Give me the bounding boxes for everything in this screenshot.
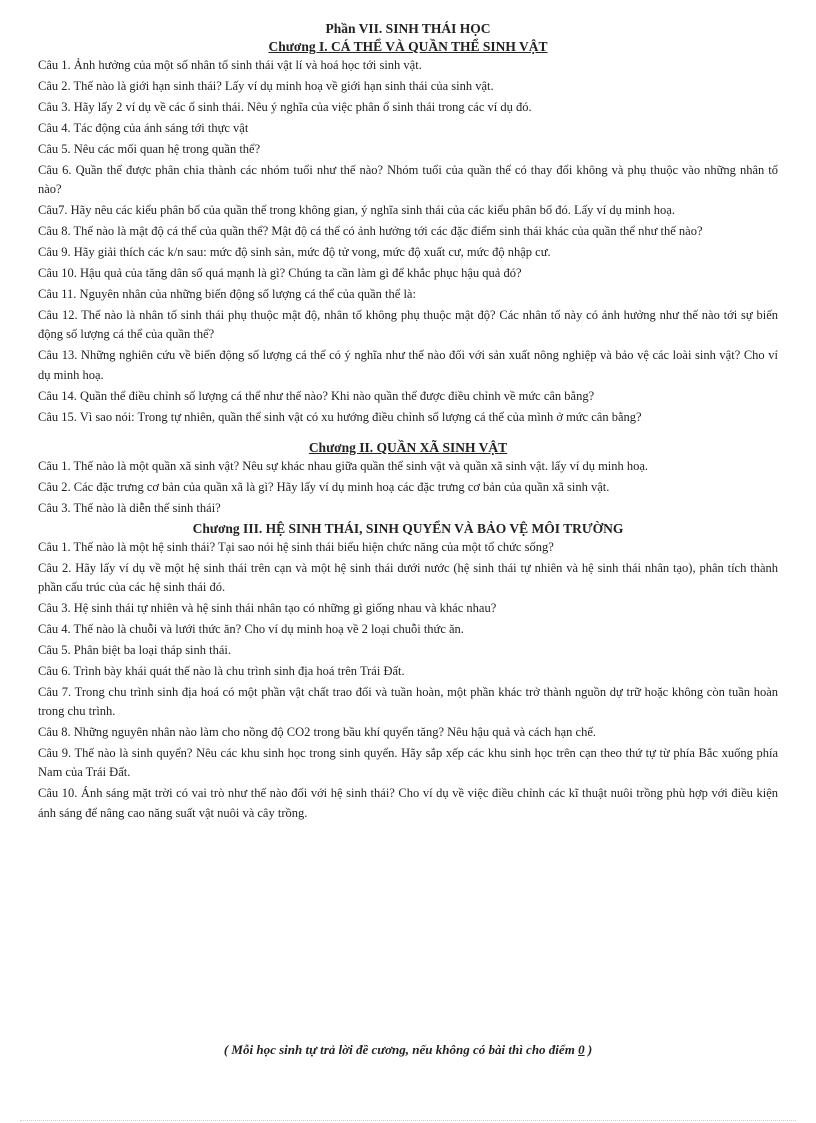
grading-note-text: ( Mỗi học sinh tự trả lời đề cương, nếu không có bài thì cho điểm: [223, 1042, 579, 1057]
ch1-question-3: Câu 3. Hãy lấy 2 ví dụ về các ổ sinh thái. Nêu ý nghĩa của việc phân ổ sinh thái trong các ví dụ đó.: [38, 100, 532, 114]
ch1-question-10: Câu 10. Hậu quả của tăng dân số quá mạnh là gì? Chúng ta cần làm gì để khắc phục hậu quả đó?: [38, 266, 522, 281]
ch3-question-6: Câu 6. Trình bày khái quát thế nào là chu trình sinh địa hoá trên Trái Đất.: [38, 664, 405, 679]
ch1-question-13: Câu 13. Những nghiên cứu về biến động số lượng cá thể có ý nghĩa như thế nào đối với sản xuất nông nghiệp và bảo vệ các loài sinh vật? Cho ví dụ minh hoạ.: [38, 348, 778, 382]
ch1-question-1: Câu 1. Ảnh hưởng của một số nhân tố sinh thái vật lí và hoá học tới sinh vật.: [38, 58, 422, 72]
chapter-2-title: Chương II. QUẦN XÃ SINH VẬT: [308, 439, 508, 455]
ch3-question-4: Câu 4. Thế nào là chuỗi và lưới thức ăn? Cho ví dụ minh hoạ về 2 loại chuỗi thức ăn.: [38, 622, 464, 637]
grading-note-score: 0: [578, 1042, 585, 1057]
ch1-question-8: Câu 8. Thế nào là mật độ cá thể của quần thể? Mật độ cá thể có ảnh hưởng tới các đặc điểm sinh thái khác của quần thể như thế nào?: [38, 224, 703, 239]
ch1-question-14: Câu 14. Quần thể điều chỉnh số lượng cá thể như thế nào? Khi nào quần thể được điều chỉnh về mức cân bằng?: [38, 388, 595, 403]
ch1-question-2: Câu 2. Thế nào là giới hạn sinh thái? Lấy ví dụ minh hoạ về giới hạn sinh thái của sinh vật.: [38, 79, 494, 93]
ch1-question-12: Câu 12. Thế nào là nhân tố sinh thái phụ thuộc mật độ, nhân tố không phụ thuộc mật độ? Các nhân tố này có ảnh hưởng như thế nào tới sự biến động số lượng cá thể của quần thể?: [38, 308, 778, 342]
ch3-question-9: Câu 9. Thế nào là sinh quyển? Nêu các khu sinh học trong sinh quyển. Hãy sắp xếp các khu sinh học trên cạn theo thứ tự từ phía Bắc xuống phía Nam của Trái Đất.: [38, 746, 778, 780]
ch1-question-7: Câu7. Hãy nêu các kiểu phân bố của quần thể trong không gian, ý nghĩa sinh thái của các kiểu phân bố đó. Lấy ví dụ minh hoạ.: [38, 203, 675, 218]
ch1-question-4: Câu 4. Tác động của ánh sáng tới thực vật: [38, 121, 249, 135]
chapter-1: [38, 38, 778, 427]
chapter-3: [38, 520, 778, 823]
part-title: Phần VII. SINH THÁI HỌC: [325, 21, 491, 36]
ch3-question-5: Câu 5. Phân biệt ba loại tháp sinh thái.: [38, 643, 232, 658]
grading-note: [0, 1042, 816, 1058]
ch3-question-8: Câu 8. Những nguyên nhân nào làm cho nồng độ CO2 trong bầu khí quyển tăng? Nêu hậu quả và cách hạn chế.: [38, 725, 597, 740]
ch1-question-9: Câu 9. Hãy giải thích các k/n sau: mức độ sinh sản, mức độ tử vong, mức độ xuất cư, mức độ nhập cư.: [38, 245, 551, 260]
page-bottom-divider: [20, 1120, 796, 1121]
ch2-question-1: Câu 1. Thế nào là một quần xã sinh vật? Nêu sự khác nhau giữa quần thể sinh vật và quần xã sinh vật. lấy ví dụ minh hoạ.: [38, 458, 649, 473]
document-page: [38, 20, 778, 825]
ch3-question-2: Câu 2. Hãy lấy ví dụ về một hệ sinh thái trên cạn và một hệ sinh thái dưới nước (hệ sinh thái tự nhiên và hệ sinh thái nhân tạo), phân tích thành phần cấu trúc của các hệ sinh thái đó.: [38, 560, 778, 595]
ch2-question-3: Câu 3. Thế nào là diễn thế sinh thái?: [38, 500, 221, 515]
ch1-question-15: Câu 15. Vì sao nói: Trong tự nhiên, quần thể sinh vật có xu hướng điều chỉnh số lượng cá thể của mình ở mức cân bằng?: [38, 409, 642, 424]
ch3-question-3: Câu 3. Hệ sinh thái tự nhiên và hệ sinh thái nhân tạo có những gì giống nhau và khác nhau?: [38, 601, 497, 616]
chapter-2: [38, 439, 778, 518]
chapter-1-title: Chương I. CÁ THỂ VÀ QUẦN THỂ SINH VẬT: [268, 39, 548, 54]
ch1-question-11: Câu 11. Nguyên nhân của những biến động số lượng cá thể của quần thể là:: [38, 287, 416, 302]
ch3-question-10: Câu 10. Ánh sáng mặt trời có vai trò như thế nào đối với hệ sinh thái? Cho ví dụ về việc điều chỉnh các kĩ thuật nuôi trồng phù hợp với điều kiện ánh sáng để nâng cao năng suất vật nuôi và cây trồng.: [38, 786, 778, 820]
ch1-question-5: Câu 5. Nêu các mối quan hệ trong quần thể?: [38, 142, 261, 156]
grading-note-close: ): [584, 1042, 593, 1057]
chapter-3-title: Chương III. HỆ SINH THÁI, SINH QUYỂN VÀ BẢO VỆ MÔI TRƯỜNG: [192, 520, 624, 536]
ch1-question-6: Câu 6. Quần thể được phân chia thành các nhóm tuổi như thế nào? Nhóm tuổi của quần thể có thay đổi không và phụ thuộc vào những nhân tố nào?: [38, 163, 778, 197]
ch3-question-7: Câu 7. Trong chu trình sinh địa hoá có một phần vật chất trao đổi và tuần hoàn, một phần khác trở thành nguồn dự trữ hoặc không còn tuần hoàn trong chu trình.: [38, 685, 778, 719]
ch3-question-1: Câu 1. Thế nào là một hệ sinh thái? Tại sao nói hệ sinh thái biểu hiện chức năng của một tổ chức sống?: [38, 539, 554, 554]
ch2-question-2: Câu 2. Các đặc trưng cơ bản của quần xã là gì? Hãy lấy ví dụ minh hoạ các đặc trưng cơ bản của quần xã sinh vật.: [38, 479, 610, 494]
